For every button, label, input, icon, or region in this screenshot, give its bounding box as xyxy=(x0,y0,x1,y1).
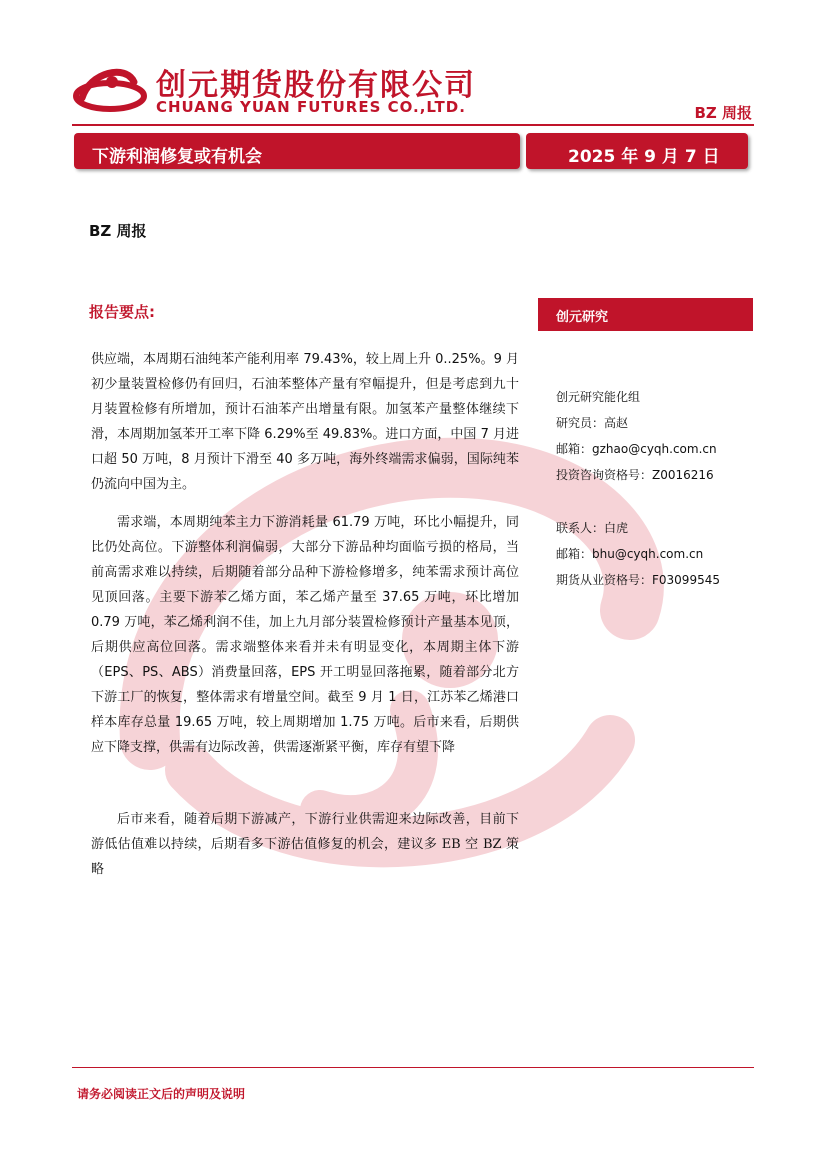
company-logo-icon xyxy=(72,60,152,116)
research-group: 创元研究能化组 xyxy=(556,390,641,404)
sidebar-title: 创元研究 xyxy=(556,310,609,325)
section-report-type: BZ 周报 xyxy=(89,222,147,240)
outlook-paragraph: 后市来看，随着后期下游减产，下游行业供需迎来边际改善，目前下游低估值难以持续，后期看多下游估值修复的机会，建议多 EB 空 BZ 策略 xyxy=(91,812,519,877)
contact-email: 邮箱：bhu@cyqh.com.cn xyxy=(556,547,704,561)
researcher-email: 邮箱：gzhao@cyqh.com.cn xyxy=(556,442,717,456)
demand-paragraph: 需求端，本周期纯苯主力下游消耗量 61.79 万吨，环比小幅提升，同比仍处高位。下游整体利润偏弱，大部分下游品种均面临亏损的格局，当前高需求难以持续，后期随着部分品种下游检修增多，纯苯需求预计高位见顶回落。主要下游苯乙烯方面，苯乙烯产量至 37.65 万吨，环比增加 0.79 万吨，苯乙烯利润不佳，加上九月部分装置检修预计产量基本见顶，后期供应高位回落。需求端整体来看并未有明显变化，本周期主体下游（EPS、PS、ABS）消费量回落，EPS 开工明显回落拖累，随着部分北方下游工厂的恢复，整体需求有增量空间。截至 9 月 1 日，江苏苯乙烯港口样本库存总量 19.65 万吨，较上周期增加 1.75 万吨。后市来看，后期供应下降支撑，供需有边际改善，供需逐渐紧平衡，库存有望下降 xyxy=(91,515,519,755)
contact-person: 联系人：白虎 xyxy=(556,521,629,535)
researcher-info xyxy=(556,384,717,488)
report-title: 下游利润修复或有机会 xyxy=(92,147,262,167)
company-name-cn: 创元期货股份有限公司 xyxy=(156,68,476,103)
report-date: 2025 年 9 月 7 日 xyxy=(568,147,720,167)
footer-divider xyxy=(72,1067,754,1068)
company-name-en: CHUANG YUAN FUTURES CO.,LTD. xyxy=(156,98,466,116)
contact-info xyxy=(556,515,720,593)
report-type-label: BZ 周报 xyxy=(694,104,752,122)
keypoints-heading: 报告要点: xyxy=(89,303,155,321)
header-divider xyxy=(72,124,754,126)
contact-license: 期货从业资格号：F03099545 xyxy=(556,573,720,587)
supply-paragraph: 供应端，本周期石油纯苯产能利用率 79.43%，较上周上升 0..25%。9 月初少量装置检修仍有回归，石油苯整体产量有窄幅提升，但是考虑到九十月装置检修有所增加，预计石油苯产出增量有限。加氢苯产量整体继续下滑，本周期加氢苯开工率下降 6.29%至 49.83%。进口方面，中国 7 月进口超 50 万吨，8 月预计下滑至 40 多万吨，海外终端需求偏弱，国际纯苯仍流向中国为主。 xyxy=(91,352,519,492)
footer-disclaimer: 请务必阅读正文后的声明及说明 xyxy=(77,1087,246,1101)
researcher-license: 投资咨询资格号：Z0016216 xyxy=(556,468,714,482)
researcher-name: 研究员：高赵 xyxy=(556,416,629,430)
